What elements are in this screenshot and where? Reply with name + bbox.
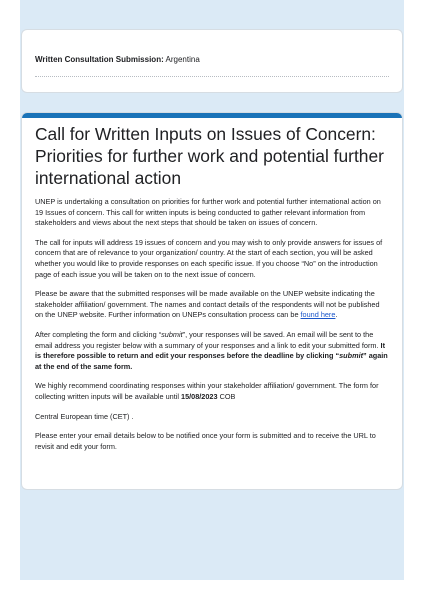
edit-notice: It is therefore possible to return and edit your responses before the deadline by clicking “submit” again at the end of the same form. <box>35 340 388 371</box>
submission-line <box>35 54 389 65</box>
intro-paragraph-2: The call for inputs will address 19 issues of concern and you may wish to only provide answers for issues of concern that are of relevance to your organization/ country. At the start of each section, you will be asked whether you would like to provide responses on each specific issue. If you choose “No” on the introduction page of each issue you will be taken on to the next issue of concern. <box>35 237 383 279</box>
intro-paragraph-7: Please enter your email details below to be notified once your form is submitted and to receive the URL to revisit and edit your form. <box>35 431 376 451</box>
timezone-note: Central European time (CET) . <box>35 411 134 421</box>
intro-paragraph-4: After completing the form and clicking “submit”, your responses will be saved. An email will be sent to the email address you register below with a summary of your responses and a link to edit your submitted form. It is therefore possible to return and edit your responses before the deadline by clicking “submit” again at the end of the same form. <box>35 329 388 371</box>
deadline-date: 15/08/2023 <box>181 391 218 401</box>
intro-paragraph-1: UNEP is undertaking a consultation on priorities for further work and potential further international action on 19 Issues of concern. This call for written inputs is being conducted to gather relevant information from stakeholders and views about the next steps that should be taken on issues of concern. <box>35 197 381 228</box>
intro-paragraph-5: We highly recommend coordinating responses within your stakeholder affiliation/ government. The form for collecting written inputs will be available until 15/08/2023 COB <box>35 381 379 401</box>
accent-bar <box>21 112 403 118</box>
intro-paragraph-3: Please be aware that the submitted responses will be made available on the UNEP website indicating the stakeholder affiliation/ government. The names and contact details of the respondents will not be published on the UNEP website. Further information on UNEPs consultation process can be found here. <box>35 289 380 320</box>
dotted-divider <box>35 76 389 77</box>
found-here-link[interactable]: found here <box>300 310 336 320</box>
page-title: Call for Written Inputs on Issues of Concern: Priorities for further work and potential further international action <box>35 124 384 188</box>
submission-label: Written Consultation Submission: <box>35 55 164 64</box>
submission-header-card <box>21 29 403 93</box>
intro-card <box>21 112 403 490</box>
submission-country: Argentina <box>165 55 200 64</box>
